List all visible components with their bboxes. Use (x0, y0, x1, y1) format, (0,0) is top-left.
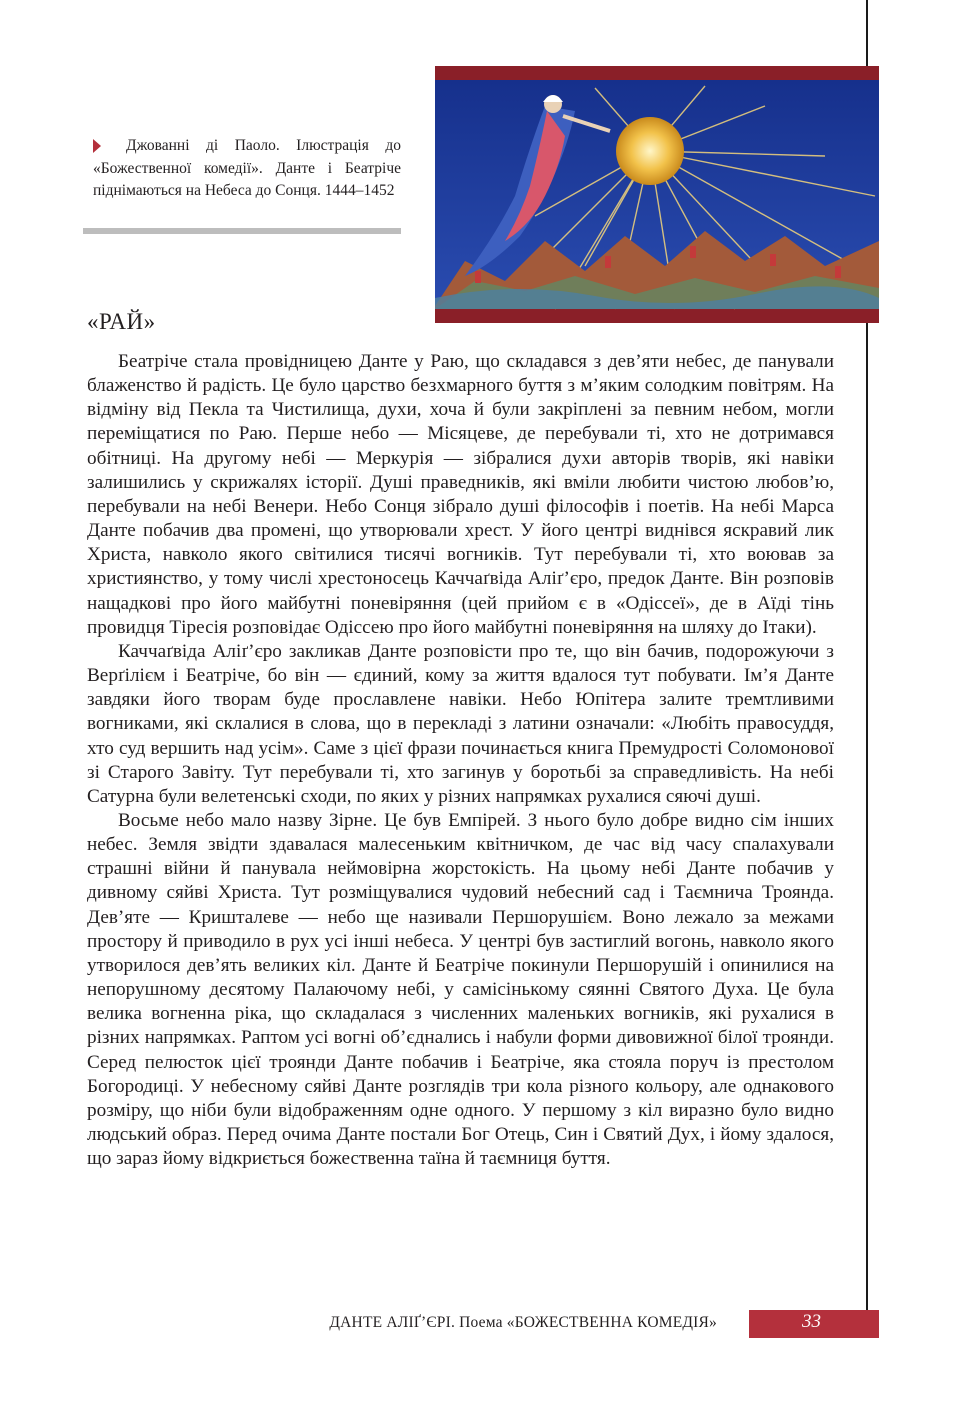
paragraph: Беатріче стала провідницею Данте у Раю, що складався з дев’яти небес, де панували блаженство й радість. Це було царство безхмарного буття з м’яким солодким повітрям. На відміну від Пекла та Чистилища, духи, хоча й були закріплені за певним небом, могли переміщатися по Раю. Перше небо — Місяцеве, де перебували ті, хто не дотримався обітниці. На другому небі — Меркурія — зібралися духи авторів творів, які навіки залишились у скрижалях історії. Душі праведників, які вміли любити чистою любов’ю, перебували на небі Венери. Небо Сонця зібрало душі філософів і поетів. На небі Марса Данте побачив два промені, що утворювали хрест. У його центрі виднівся яскравий лик Христа, навколо якого світилися тисячі вогників. Тут перебували ті, хто воював за християнство, у тому числі хрестоносець Каччаґвіда Аліґ’єро, предок Данте. Він розповів нащадкові про його майбутні поневіряння (цей прийом є в «Одіссеї», де в Аїді тінь провидця Тіресія розповідає Одіссею про його майбутні поневіряння на шляху до Ітаки). (87, 351, 834, 638)
illustration-caption (93, 135, 401, 203)
section-title: «РАЙ» (87, 309, 156, 334)
running-footer-title: ДАНТЕ АЛІҐ’ЄРІ. Поема «БОЖЕСТВЕННА КОМЕДІЯ» (329, 1314, 717, 1331)
caption-text: Джованні ді Паоло. Ілюстрація до «Божественної комедії». Данте і Беатріче піднімаються на Небеса до Сонця. 1444–1452 (93, 137, 401, 199)
paragraph: Каччаґвіда Аліґ’єро закликав Данте розповісти про те, що він бачив, подорожуючи з Верґілієм і Беатріче, бо він — єдиний, кому за життя вдалося тут побувати. Ім’я Данте завдяки його творам буде прославлене навіки. Небо Юпітера залите тремтливими вогниками, які склалися в слова, що в перекладі з латини означали: «Любіть правосуддя, хто суд вершить над усім». Саме з цієї фрази починається книга Премудрості Соломонової зі Старого Завіту. Тут перебували ті, хто загинув у боротьбі за справедливість. На небі Сатурна були велетенські сходи, по яких у різних напрямках рухалися сяючі душі. (87, 640, 834, 807)
page-number: 33 (802, 1311, 821, 1332)
body-text (87, 350, 834, 1171)
illustration-image (435, 66, 879, 323)
paragraph: Восьме небо мало назву Зірне. Це був Емпірей. З нього було добре видно сім інших небес. Земля звідти здавалася малесеньким квітничком, де час від часу спалахували страшні війни й панувала неймовірна жорстокість. На цьому небі Данте побачив у дивному сяйві Христа. Тут розміщувалися чудовий небесний сад і Таємнича Троянда. Дев’яте — Кришталеве — небо ще називали Першорушієм. Воно лежало за межами простору й приводило в рух усі інші небеса. У центрі був застиглий вогонь, навколо якого утворилося дев’ять великих кіл. Данте й Беатріче покинули Першорушій і опинилися на непорушному десятому Палаючому небі, у самісінькому сяянні Святого Духа. Це була велика вогненна ріка, що складалася з численних маленьких вогників, які рухалися в різних напрямках. Раптом усі вогні об’єднались і набули форми дивовижної білої троянди. Серед пелюсток цієї троянди Данте побачив і Беатріче, яка стояла поруч із престолом Богородиці. У небесному сяйві Данте розглядів три кола різного кольору, але однакового розміру, що ніби були відображенням одне одного. У першому з кіл виразно було видно людський образ. Перед очима Данте постали Бог Отець, Син і Святий Дух, і йому здалося, що зараз йому відкриється божественна таїна й таємниця буття. (87, 809, 834, 1170)
caption-divider (83, 228, 401, 234)
triangle-arrow-icon (93, 139, 101, 153)
